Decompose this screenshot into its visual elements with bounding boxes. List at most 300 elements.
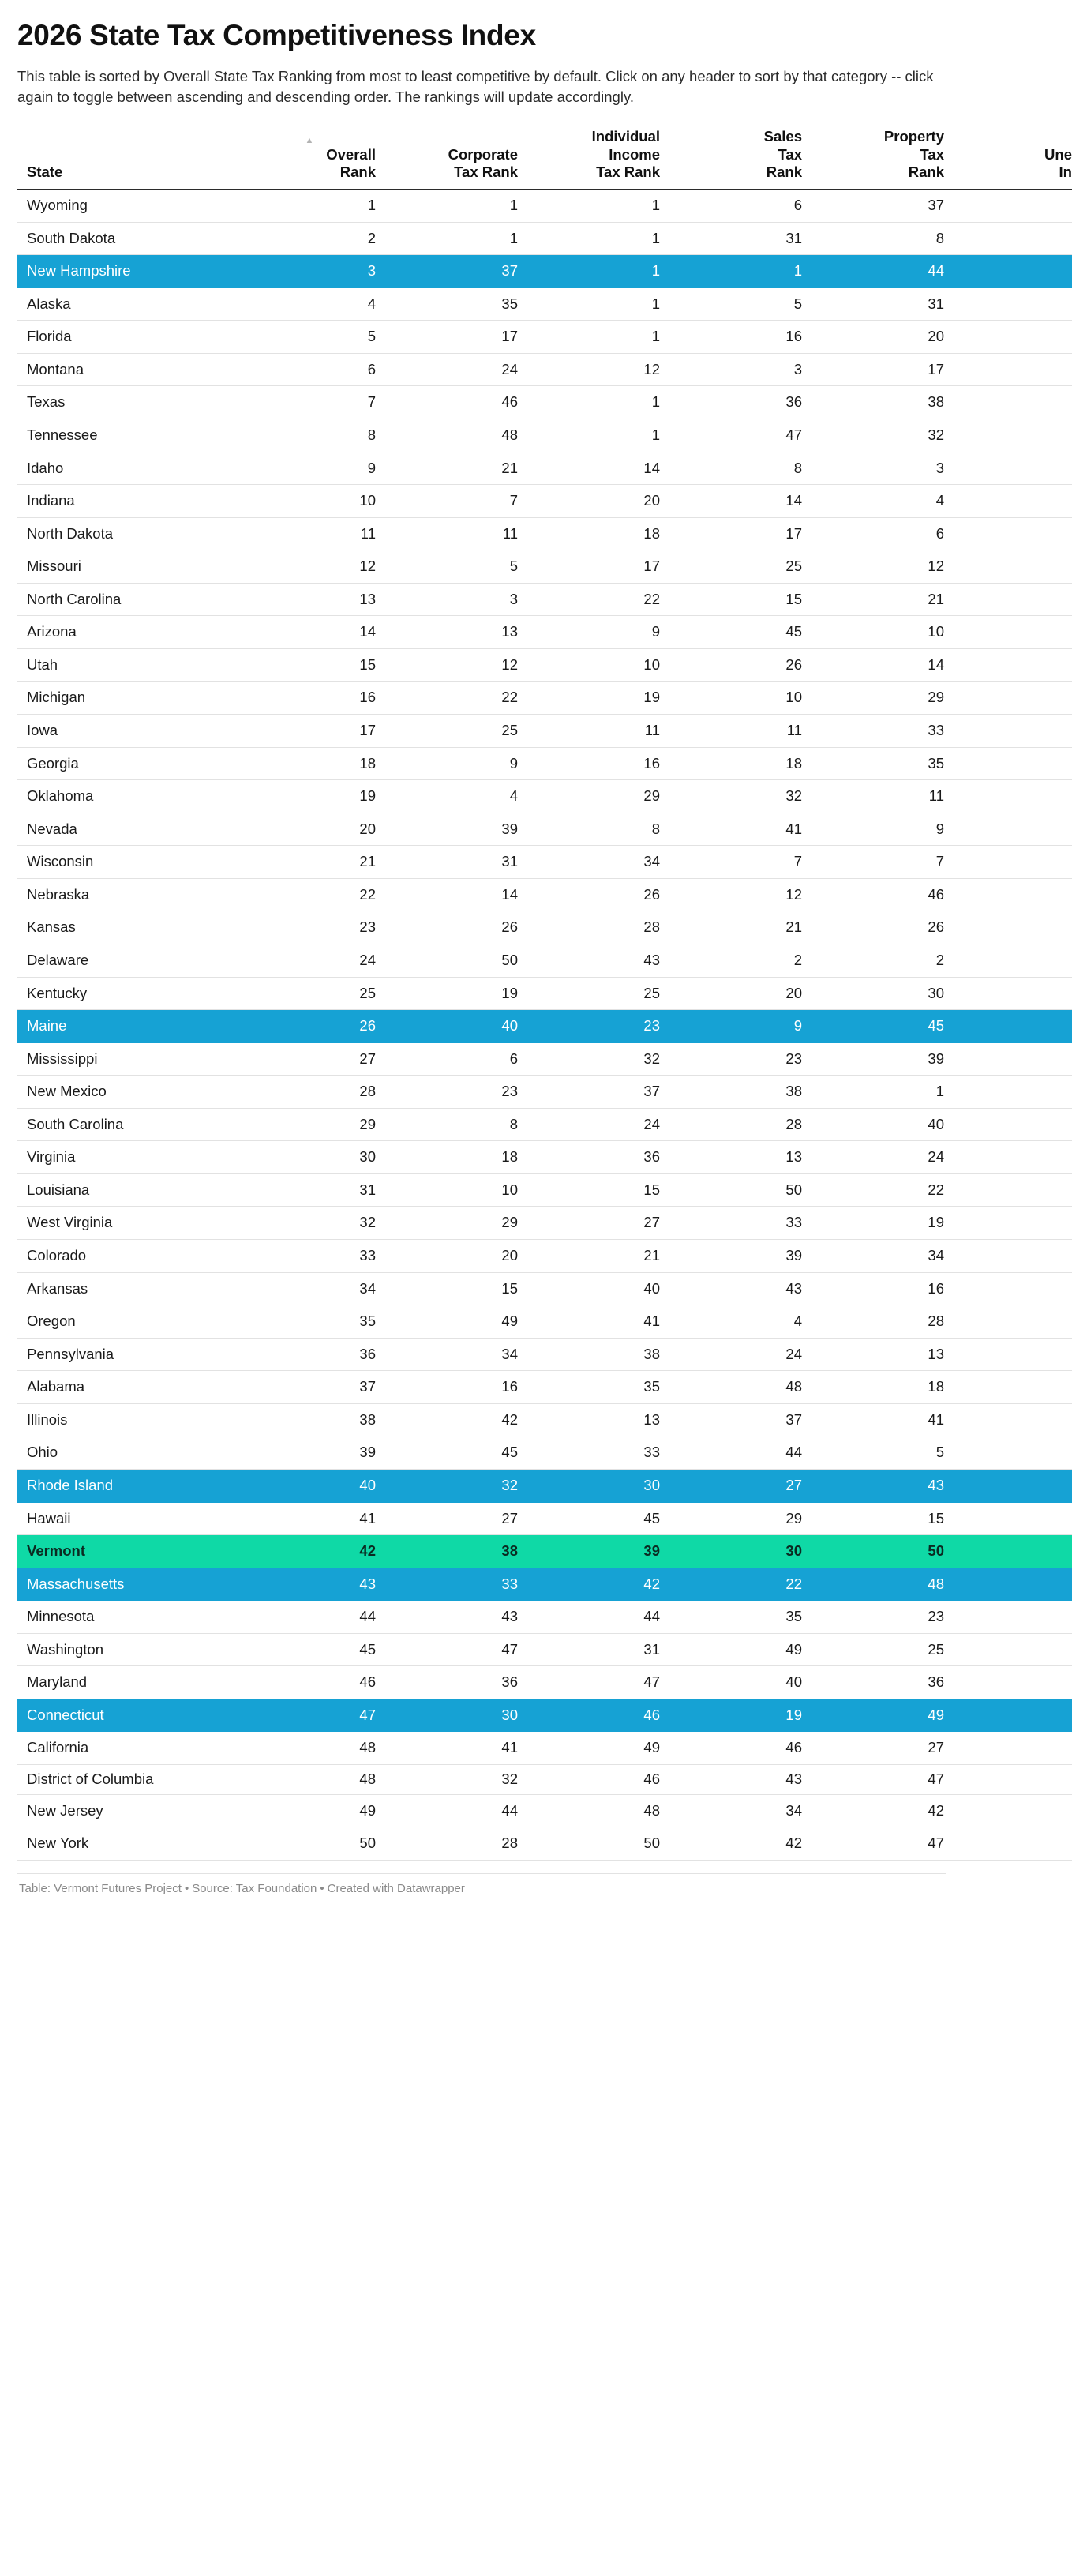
cell-sales-tax-rank: 5: [671, 287, 813, 321]
cell-sales-tax-rank: 21: [671, 911, 813, 944]
cell-state: New Mexico: [17, 1076, 245, 1109]
column-header-sales-line3: Rank: [766, 163, 802, 180]
table-row: [17, 878, 1072, 911]
cell-individual-income-tax-rank: 40: [529, 1272, 671, 1305]
cell-property-tax-rank: 9: [813, 813, 955, 846]
cell-state: Colorado: [17, 1240, 245, 1273]
table-row: [17, 1010, 1072, 1043]
cell-unemployment-insurance-tax-rank: [955, 1240, 1072, 1273]
cell-corporate-tax-rank: 46: [387, 386, 529, 419]
cell-property-tax-rank: 3: [813, 452, 955, 485]
table-row: [17, 1338, 1072, 1371]
cell-sales-tax-rank: 33: [671, 1207, 813, 1240]
cell-state: Wisconsin: [17, 846, 245, 879]
cell-state: Mississippi: [17, 1042, 245, 1076]
cell-state: Kentucky: [17, 977, 245, 1010]
cell-state: Tennessee: [17, 419, 245, 452]
cell-property-tax-rank: 33: [813, 715, 955, 748]
cell-individual-income-tax-rank: 36: [529, 1141, 671, 1174]
table-row: [17, 255, 1072, 288]
table-row: [17, 1108, 1072, 1141]
column-header-sales-line1: Sales: [763, 128, 802, 145]
cell-individual-income-tax-rank: 32: [529, 1042, 671, 1076]
cell-corporate-tax-rank: 50: [387, 944, 529, 977]
cell-corporate-tax-rank: 39: [387, 813, 529, 846]
cell-property-tax-rank: 35: [813, 747, 955, 780]
footer-created-with: Created with Datawrapper: [327, 1881, 465, 1895]
cell-individual-income-tax-rank: 11: [529, 715, 671, 748]
footer-separator-1: •: [184, 1881, 189, 1895]
table-row: [17, 1732, 1072, 1765]
cell-corporate-tax-rank: 31: [387, 846, 529, 879]
cell-unemployment-insurance-tax-rank: [955, 1403, 1072, 1436]
cell-property-tax-rank: 45: [813, 1010, 955, 1043]
cell-property-tax-rank: 21: [813, 583, 955, 616]
cell-individual-income-tax-rank: 1: [529, 287, 671, 321]
cell-unemployment-insurance-tax-rank: [955, 1207, 1072, 1240]
cell-unemployment-insurance-tax-rank: [955, 944, 1072, 977]
cell-state: New York: [17, 1827, 245, 1861]
cell-unemployment-insurance-tax-rank: [955, 1732, 1072, 1765]
cell-sales-tax-rank: 37: [671, 1403, 813, 1436]
cell-state: Nevada: [17, 813, 245, 846]
cell-individual-income-tax-rank: 1: [529, 255, 671, 288]
cell-property-tax-rank: 8: [813, 222, 955, 255]
cell-overall-rank: 32: [245, 1207, 387, 1240]
cell-overall-rank: 48: [245, 1765, 387, 1795]
cell-property-tax-rank: 32: [813, 419, 955, 452]
table-row: [17, 1765, 1072, 1795]
cell-sales-tax-rank: 35: [671, 1601, 813, 1634]
cell-sales-tax-rank: 22: [671, 1568, 813, 1601]
cell-state: Maryland: [17, 1666, 245, 1699]
column-header-individual-income-tax-rank[interactable]: [529, 128, 671, 189]
cell-sales-tax-rank: 36: [671, 386, 813, 419]
cell-individual-income-tax-rank: 49: [529, 1732, 671, 1765]
table-row: [17, 222, 1072, 255]
cell-overall-rank: 5: [245, 321, 387, 354]
cell-state: Utah: [17, 648, 245, 682]
table-row: [17, 1207, 1072, 1240]
cell-sales-tax-rank: 4: [671, 1305, 813, 1339]
cell-individual-income-tax-rank: 17: [529, 550, 671, 584]
cell-sales-tax-rank: 16: [671, 321, 813, 354]
cell-state: Montana: [17, 353, 245, 386]
cell-unemployment-insurance-tax-rank: [955, 1305, 1072, 1339]
cell-corporate-tax-rank: 49: [387, 1305, 529, 1339]
cell-unemployment-insurance-tax-rank: [955, 1666, 1072, 1699]
cell-state: Texas: [17, 386, 245, 419]
cell-unemployment-insurance-tax-rank: [955, 1010, 1072, 1043]
cell-sales-tax-rank: 2: [671, 944, 813, 977]
cell-corporate-tax-rank: 21: [387, 452, 529, 485]
cell-sales-tax-rank: 26: [671, 648, 813, 682]
cell-corporate-tax-rank: 3: [387, 583, 529, 616]
table-row: [17, 583, 1072, 616]
table-row: [17, 1076, 1072, 1109]
cell-unemployment-insurance-tax-rank: [955, 1535, 1072, 1568]
cell-individual-income-tax-rank: 29: [529, 780, 671, 813]
cell-individual-income-tax-rank: 26: [529, 878, 671, 911]
table-row: [17, 648, 1072, 682]
cell-overall-rank: 33: [245, 1240, 387, 1273]
cell-overall-rank: 6: [245, 353, 387, 386]
cell-state: Connecticut: [17, 1699, 245, 1732]
cell-property-tax-rank: 19: [813, 1207, 955, 1240]
cell-unemployment-insurance-tax-rank: [955, 255, 1072, 288]
cell-state: Minnesota: [17, 1601, 245, 1634]
cell-sales-tax-rank: 49: [671, 1633, 813, 1666]
cell-state: Wyoming: [17, 190, 245, 223]
cell-overall-rank: 13: [245, 583, 387, 616]
column-header-property-line3: Rank: [908, 163, 944, 180]
cell-overall-rank: 15: [245, 648, 387, 682]
cell-state: West Virginia: [17, 1207, 245, 1240]
table-row: [17, 386, 1072, 419]
cell-property-tax-rank: 14: [813, 648, 955, 682]
cell-overall-rank: 46: [245, 1666, 387, 1699]
column-header-state-label: State: [27, 163, 63, 180]
column-header-overall-rank[interactable]: [245, 128, 387, 189]
cell-overall-rank: 25: [245, 977, 387, 1010]
column-header-corporate-line2: Tax Rank: [454, 163, 518, 180]
cell-state: Iowa: [17, 715, 245, 748]
cell-individual-income-tax-rank: 31: [529, 1633, 671, 1666]
cell-individual-income-tax-rank: 47: [529, 1666, 671, 1699]
cell-sales-tax-rank: 30: [671, 1535, 813, 1568]
cell-individual-income-tax-rank: 15: [529, 1173, 671, 1207]
cell-individual-income-tax-rank: 9: [529, 616, 671, 649]
cell-property-tax-rank: 22: [813, 1173, 955, 1207]
cell-unemployment-insurance-tax-rank: [955, 550, 1072, 584]
column-header-sales-line2: Tax: [778, 145, 802, 163]
cell-sales-tax-rank: 10: [671, 682, 813, 715]
table-row: [17, 1272, 1072, 1305]
cell-unemployment-insurance-tax-rank: [955, 583, 1072, 616]
column-header-property-tax-rank[interactable]: [813, 128, 955, 189]
table-row: [17, 1794, 1072, 1827]
cell-state: New Jersey: [17, 1794, 245, 1827]
cell-overall-rank: 35: [245, 1305, 387, 1339]
cell-state: Florida: [17, 321, 245, 354]
cell-sales-tax-rank: 14: [671, 485, 813, 518]
cell-unemployment-insurance-tax-rank: [955, 977, 1072, 1010]
cell-sales-tax-rank: 19: [671, 1699, 813, 1732]
cell-sales-tax-rank: 25: [671, 550, 813, 584]
table-row: [17, 452, 1072, 485]
cell-unemployment-insurance-tax-rank: [955, 715, 1072, 748]
cell-corporate-tax-rank: 26: [387, 911, 529, 944]
cell-state: Ohio: [17, 1436, 245, 1470]
column-header-unemployment-insurance-tax-rank[interactable]: [955, 128, 1072, 189]
column-header-corporate-tax-rank[interactable]: [387, 128, 529, 189]
column-header-unemployment-line1: Une: [1044, 145, 1072, 163]
cell-overall-rank: 9: [245, 452, 387, 485]
cell-unemployment-insurance-tax-rank: [955, 287, 1072, 321]
cell-state: District of Columbia: [17, 1765, 245, 1795]
table-row: [17, 1403, 1072, 1436]
table-row: [17, 1827, 1072, 1861]
cell-corporate-tax-rank: 32: [387, 1469, 529, 1502]
cell-overall-rank: 20: [245, 813, 387, 846]
cell-corporate-tax-rank: 35: [387, 287, 529, 321]
cell-overall-rank: 10: [245, 485, 387, 518]
table-row: [17, 1141, 1072, 1174]
cell-property-tax-rank: 15: [813, 1502, 955, 1535]
table-row: [17, 419, 1072, 452]
cell-unemployment-insurance-tax-rank: [955, 419, 1072, 452]
cell-individual-income-tax-rank: 45: [529, 1502, 671, 1535]
cell-property-tax-rank: 40: [813, 1108, 955, 1141]
cell-unemployment-insurance-tax-rank: [955, 222, 1072, 255]
cell-property-tax-rank: 50: [813, 1535, 955, 1568]
cell-individual-income-tax-rank: 27: [529, 1207, 671, 1240]
table-row: [17, 944, 1072, 977]
cell-unemployment-insurance-tax-rank: [955, 878, 1072, 911]
cell-property-tax-rank: 18: [813, 1371, 955, 1404]
cell-sales-tax-rank: 43: [671, 1272, 813, 1305]
table-row: [17, 1240, 1072, 1273]
cell-sales-tax-rank: 47: [671, 419, 813, 452]
cell-corporate-tax-rank: 17: [387, 321, 529, 354]
cell-property-tax-rank: 20: [813, 321, 955, 354]
cell-unemployment-insurance-tax-rank: [955, 1076, 1072, 1109]
cell-property-tax-rank: 47: [813, 1827, 955, 1861]
cell-sales-tax-rank: 29: [671, 1502, 813, 1535]
column-header-unemployment-line2: In: [1059, 163, 1072, 180]
table-row: [17, 846, 1072, 879]
cell-unemployment-insurance-tax-rank: [955, 1108, 1072, 1141]
table-row: [17, 1436, 1072, 1470]
cell-property-tax-rank: 42: [813, 1794, 955, 1827]
table-row: [17, 780, 1072, 813]
cell-corporate-tax-rank: 30: [387, 1699, 529, 1732]
cell-property-tax-rank: 28: [813, 1305, 955, 1339]
cell-unemployment-insurance-tax-rank: [955, 747, 1072, 780]
cell-state: North Carolina: [17, 583, 245, 616]
cell-property-tax-rank: 44: [813, 255, 955, 288]
cell-state: North Dakota: [17, 517, 245, 550]
cell-corporate-tax-rank: 20: [387, 1240, 529, 1273]
cell-unemployment-insurance-tax-rank: [955, 1633, 1072, 1666]
cell-corporate-tax-rank: 1: [387, 222, 529, 255]
cell-property-tax-rank: 37: [813, 190, 955, 223]
column-header-property-line1: Property: [883, 128, 944, 145]
cell-individual-income-tax-rank: 21: [529, 1240, 671, 1273]
cell-property-tax-rank: 29: [813, 682, 955, 715]
table-header-row: [17, 128, 1072, 189]
cell-corporate-tax-rank: 13: [387, 616, 529, 649]
table-row: [17, 1535, 1072, 1568]
cell-individual-income-tax-rank: 1: [529, 321, 671, 354]
cell-property-tax-rank: 17: [813, 353, 955, 386]
cell-unemployment-insurance-tax-rank: [955, 1601, 1072, 1634]
page-title: 2026 State Tax Competitiveness Index: [17, 19, 536, 51]
table-row: [17, 1601, 1072, 1634]
cell-property-tax-rank: 36: [813, 1666, 955, 1699]
cell-individual-income-tax-rank: 22: [529, 583, 671, 616]
cell-sales-tax-rank: 8: [671, 452, 813, 485]
cell-individual-income-tax-rank: 28: [529, 911, 671, 944]
cell-state: Kansas: [17, 911, 245, 944]
cell-state: Georgia: [17, 747, 245, 780]
cell-overall-rank: 2: [245, 222, 387, 255]
cell-overall-rank: 3: [245, 255, 387, 288]
cell-individual-income-tax-rank: 39: [529, 1535, 671, 1568]
cell-unemployment-insurance-tax-rank: [955, 1338, 1072, 1371]
cell-individual-income-tax-rank: 12: [529, 353, 671, 386]
cell-overall-rank: 1: [245, 190, 387, 223]
table-row: [17, 517, 1072, 550]
cell-corporate-tax-rank: 19: [387, 977, 529, 1010]
table-row: [17, 1371, 1072, 1404]
table-row: [17, 190, 1072, 223]
cell-property-tax-rank: 23: [813, 1601, 955, 1634]
cell-corporate-tax-rank: 14: [387, 878, 529, 911]
table-row: [17, 485, 1072, 518]
cell-sales-tax-rank: 23: [671, 1042, 813, 1076]
cell-corporate-tax-rank: 40: [387, 1010, 529, 1043]
cell-corporate-tax-rank: 27: [387, 1502, 529, 1535]
cell-corporate-tax-rank: 33: [387, 1568, 529, 1601]
cell-unemployment-insurance-tax-rank: [955, 1042, 1072, 1076]
cell-corporate-tax-rank: 47: [387, 1633, 529, 1666]
cell-corporate-tax-rank: 25: [387, 715, 529, 748]
cell-unemployment-insurance-tax-rank: [955, 1141, 1072, 1174]
cell-state: Rhode Island: [17, 1469, 245, 1502]
cell-sales-tax-rank: 20: [671, 977, 813, 1010]
cell-sales-tax-rank: 9: [671, 1010, 813, 1043]
cell-corporate-tax-rank: 9: [387, 747, 529, 780]
cell-property-tax-rank: 49: [813, 1699, 955, 1732]
cell-corporate-tax-rank: 48: [387, 419, 529, 452]
cell-corporate-tax-rank: 5: [387, 550, 529, 584]
cell-unemployment-insurance-tax-rank: [955, 190, 1072, 223]
cell-sales-tax-rank: 45: [671, 616, 813, 649]
cell-corporate-tax-rank: 41: [387, 1732, 529, 1765]
cell-unemployment-insurance-tax-rank: [955, 616, 1072, 649]
table-footer: [17, 1873, 946, 1902]
cell-property-tax-rank: 5: [813, 1436, 955, 1470]
cell-property-tax-rank: 16: [813, 1272, 955, 1305]
cell-unemployment-insurance-tax-rank: [955, 1173, 1072, 1207]
cell-sales-tax-rank: 46: [671, 1732, 813, 1765]
cell-property-tax-rank: 31: [813, 287, 955, 321]
cell-state: Vermont: [17, 1535, 245, 1568]
cell-individual-income-tax-rank: 23: [529, 1010, 671, 1043]
column-header-income-line3: Tax Rank: [596, 163, 660, 180]
cell-property-tax-rank: 30: [813, 977, 955, 1010]
cell-individual-income-tax-rank: 1: [529, 222, 671, 255]
table-row: [17, 550, 1072, 584]
cell-sales-tax-rank: 15: [671, 583, 813, 616]
tax-ranking-table: [17, 128, 1072, 1860]
cell-sales-tax-rank: 32: [671, 780, 813, 813]
cell-unemployment-insurance-tax-rank: [955, 452, 1072, 485]
footer-source: Source: Tax Foundation: [192, 1881, 317, 1895]
column-header-property-line2: Tax: [920, 145, 944, 163]
cell-unemployment-insurance-tax-rank: [955, 648, 1072, 682]
cell-state: Missouri: [17, 550, 245, 584]
cell-unemployment-insurance-tax-rank: [955, 682, 1072, 715]
cell-state: South Dakota: [17, 222, 245, 255]
cell-unemployment-insurance-tax-rank: [955, 1469, 1072, 1502]
cell-unemployment-insurance-tax-rank: [955, 813, 1072, 846]
cell-property-tax-rank: 7: [813, 846, 955, 879]
cell-unemployment-insurance-tax-rank: [955, 1794, 1072, 1827]
table-row: [17, 747, 1072, 780]
cell-individual-income-tax-rank: 33: [529, 1436, 671, 1470]
cell-sales-tax-rank: 42: [671, 1827, 813, 1861]
cell-individual-income-tax-rank: 38: [529, 1338, 671, 1371]
cell-individual-income-tax-rank: 41: [529, 1305, 671, 1339]
table-row: [17, 715, 1072, 748]
cell-state: Delaware: [17, 944, 245, 977]
column-header-state[interactable]: [17, 128, 245, 189]
table-row: [17, 1568, 1072, 1601]
cell-corporate-tax-rank: 44: [387, 1794, 529, 1827]
cell-overall-rank: 42: [245, 1535, 387, 1568]
cell-unemployment-insurance-tax-rank: [955, 1765, 1072, 1795]
cell-overall-rank: 28: [245, 1076, 387, 1109]
cell-corporate-tax-rank: 29: [387, 1207, 529, 1240]
cell-property-tax-rank: 11: [813, 780, 955, 813]
cell-unemployment-insurance-tax-rank: [955, 353, 1072, 386]
cell-corporate-tax-rank: 42: [387, 1403, 529, 1436]
cell-corporate-tax-rank: 11: [387, 517, 529, 550]
cell-state: Pennsylvania: [17, 1338, 245, 1371]
cell-property-tax-rank: 25: [813, 1633, 955, 1666]
cell-state: Arkansas: [17, 1272, 245, 1305]
cell-property-tax-rank: 48: [813, 1568, 955, 1601]
cell-individual-income-tax-rank: 8: [529, 813, 671, 846]
table-row: [17, 813, 1072, 846]
cell-state: Maine: [17, 1010, 245, 1043]
table-row: [17, 682, 1072, 715]
cell-property-tax-rank: 2: [813, 944, 955, 977]
cell-individual-income-tax-rank: 24: [529, 1108, 671, 1141]
cell-corporate-tax-rank: 6: [387, 1042, 529, 1076]
cell-property-tax-rank: 26: [813, 911, 955, 944]
cell-individual-income-tax-rank: 34: [529, 846, 671, 879]
cell-individual-income-tax-rank: 13: [529, 1403, 671, 1436]
cell-state: Idaho: [17, 452, 245, 485]
cell-individual-income-tax-rank: 19: [529, 682, 671, 715]
cell-overall-rank: 12: [245, 550, 387, 584]
cell-corporate-tax-rank: 43: [387, 1601, 529, 1634]
cell-overall-rank: 29: [245, 1108, 387, 1141]
table-row: [17, 1666, 1072, 1699]
cell-property-tax-rank: 1: [813, 1076, 955, 1109]
cell-overall-rank: 45: [245, 1633, 387, 1666]
cell-individual-income-tax-rank: 25: [529, 977, 671, 1010]
cell-unemployment-insurance-tax-rank: [955, 911, 1072, 944]
cell-property-tax-rank: 46: [813, 878, 955, 911]
cell-property-tax-rank: 47: [813, 1765, 955, 1795]
sort-ascending-icon: ▲: [305, 135, 314, 145]
cell-overall-rank: 38: [245, 1403, 387, 1436]
cell-corporate-tax-rank: 28: [387, 1827, 529, 1861]
cell-corporate-tax-rank: 10: [387, 1173, 529, 1207]
cell-overall-rank: 47: [245, 1699, 387, 1732]
cell-sales-tax-rank: 39: [671, 1240, 813, 1273]
cell-overall-rank: 44: [245, 1601, 387, 1634]
cell-sales-tax-rank: 41: [671, 813, 813, 846]
cell-state: Alaska: [17, 287, 245, 321]
cell-overall-rank: 22: [245, 878, 387, 911]
cell-corporate-tax-rank: 8: [387, 1108, 529, 1141]
column-header-sales-tax-rank[interactable]: [671, 128, 813, 189]
